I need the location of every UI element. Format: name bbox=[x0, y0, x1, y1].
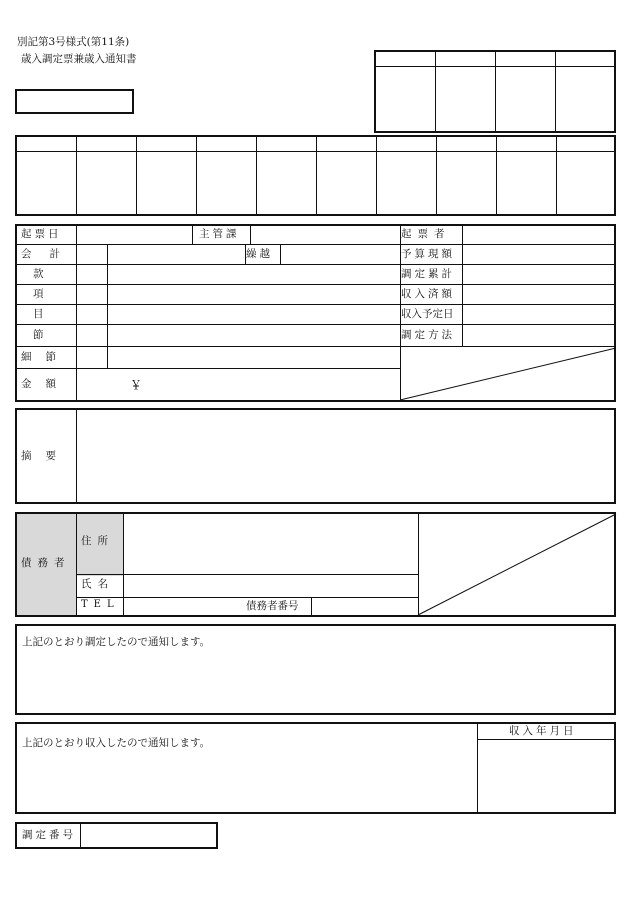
chotei-no-field[interactable] bbox=[81, 824, 216, 847]
chotei-hoho-label: 調定方法 bbox=[401, 329, 455, 341]
blank-box-top-left[interactable] bbox=[15, 89, 134, 114]
diagonal-slash-debtor bbox=[418, 514, 616, 616]
shunyu-sumi-label: 収入済額 bbox=[401, 288, 455, 300]
yen-symbol: ￥ bbox=[130, 378, 143, 392]
debtor-no-label: 債務者番号 bbox=[246, 600, 299, 612]
kingaku-field[interactable] bbox=[145, 368, 395, 400]
debtor-label: 債務者 bbox=[21, 557, 71, 569]
kaikei-label: 会計 bbox=[21, 248, 78, 260]
kingaku-label: 金額 bbox=[21, 378, 70, 390]
kurikoshi-label: 繰越 bbox=[246, 248, 273, 260]
shunyu-notice-text: 上記のとおり収入したので通知します。 bbox=[22, 737, 211, 749]
debtor-no-field[interactable] bbox=[311, 597, 417, 615]
kihyo-sha-field[interactable] bbox=[463, 226, 614, 242]
summary-label: 摘要 bbox=[21, 450, 70, 462]
summary-field[interactable] bbox=[77, 410, 614, 502]
stamp-grid-10col bbox=[15, 135, 616, 216]
address-label: 住所 bbox=[81, 535, 114, 547]
form-reference: 別記第3号様式(第11条) bbox=[17, 36, 130, 48]
kan-label: 款 bbox=[33, 268, 44, 280]
setsu-label: 節 bbox=[33, 329, 44, 341]
kihyo-bi-label: 起票日 bbox=[21, 228, 62, 240]
name-field[interactable] bbox=[123, 574, 417, 596]
chotei-no-label: 調定番号 bbox=[22, 829, 76, 841]
tel-label: TEL bbox=[81, 599, 120, 610]
chotei-notice-text: 上記のとおり調定したので通知します。 bbox=[22, 636, 211, 648]
saisetsu-label: 細節 bbox=[21, 351, 70, 363]
shunyu-date-field[interactable] bbox=[477, 740, 614, 812]
diagonal-slash-main bbox=[400, 346, 616, 402]
name-label: 氏名 bbox=[81, 578, 114, 590]
approval-stamp-grid bbox=[374, 50, 616, 133]
kihyo-sha-label: 起票者 bbox=[401, 228, 451, 240]
moku-label: 目 bbox=[33, 308, 44, 320]
kou-label: 項 bbox=[33, 288, 44, 300]
form-title: 歳入調定票兼歳入通知書 bbox=[21, 53, 137, 65]
chotei-ruikei-label: 調定累計 bbox=[401, 268, 455, 280]
yosan-gengaku-label: 予算現額 bbox=[401, 248, 455, 260]
address-field[interactable] bbox=[123, 514, 417, 572]
shunyu-date-label: 収入年月日 bbox=[509, 725, 577, 737]
shunyu-yotei-label: 収入予定日 bbox=[401, 308, 454, 320]
shukan-ka-label: 主管課 bbox=[199, 228, 240, 240]
